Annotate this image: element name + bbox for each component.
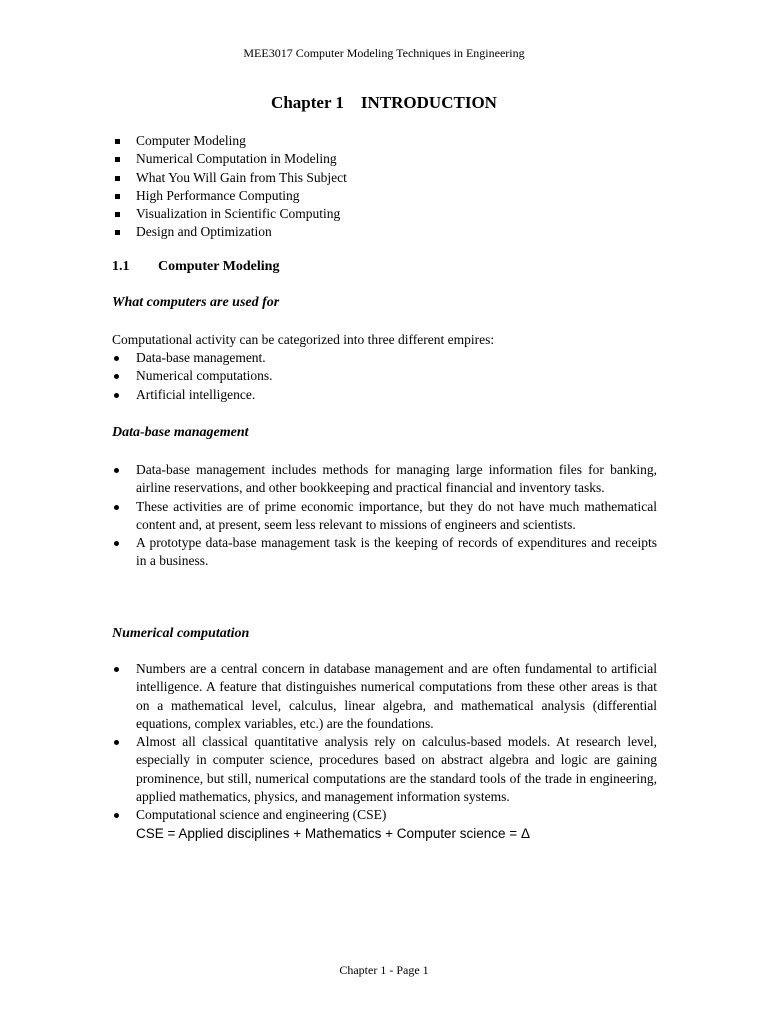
page-footer: Chapter 1 - Page 1 (339, 963, 429, 977)
list-item: A prototype data-base management task is the keeping of records of expenditures and receipts in a business. (112, 534, 657, 571)
list-item: Data-base management includes methods for managing large information files for banking, airline reservations, and other bookkeeping and practical financial and inventory tasks. (112, 461, 657, 498)
outline-item: What You Will Gain from This Subject (112, 169, 657, 187)
cse-formula: CSE = Applied disciplines + Mathematics + Computer science = Δ (136, 825, 530, 841)
database-list (112, 461, 657, 571)
section-title: Computer Modeling (158, 259, 280, 274)
list-item: Data-base management. (112, 349, 657, 367)
subheading-numerical: Numerical computation (112, 626, 250, 641)
cse-label: Computational science and engineering (CSE) (136, 807, 387, 823)
section-number: 1.1 (112, 259, 130, 274)
section-heading (112, 259, 657, 275)
outline-item: Numerical Computation in Modeling (112, 150, 657, 168)
chapter-title: Chapter 1 INTRODUCTION (271, 93, 497, 112)
outline-item: Visualization in Scientific Computing (112, 205, 657, 223)
list-item: These activities are of prime economic importance, but they do not have much mathematical content and, at present, seem less relevant to missions of engineers and scientists. (112, 498, 657, 535)
uses-intro: Computational activity can be categorized into three different empires: (112, 332, 495, 347)
list-item: Numbers are a central concern in database management and are often fundamental to artificial intelligence. A feature that distinguishes numerical computations from these other areas is that on a mathematical level, calculus, linear algebra, and mathematical analysis (differential equations, complex variables, etc.) are the foundations. (112, 660, 657, 733)
list-item: Numerical computations. (112, 367, 657, 385)
outline-item: Design and Optimization (112, 223, 657, 241)
list-item: Artificial intelligence. (112, 386, 657, 404)
list-item: Almost all classical quantitative analysis rely on calculus-based models. At research level, especially in computer science, procedures based on abstract algebra and logic are gaining prominence, but still, numerical computations are the standard tools of the trade in engineering, applied mathematics, physics, and management information systems. (112, 733, 657, 806)
outline-item: High Performance Computing (112, 187, 657, 205)
running-header: MEE3017 Computer Modeling Techniques in Engineering (243, 46, 525, 60)
list-item (112, 806, 657, 843)
numerical-list (112, 660, 657, 843)
uses-list (112, 349, 657, 404)
subheading-database: Data-base management (112, 425, 249, 440)
outline-item: Computer Modeling (112, 132, 657, 150)
chapter-outline (112, 132, 657, 242)
subheading-uses: What computers are used for (112, 295, 280, 310)
